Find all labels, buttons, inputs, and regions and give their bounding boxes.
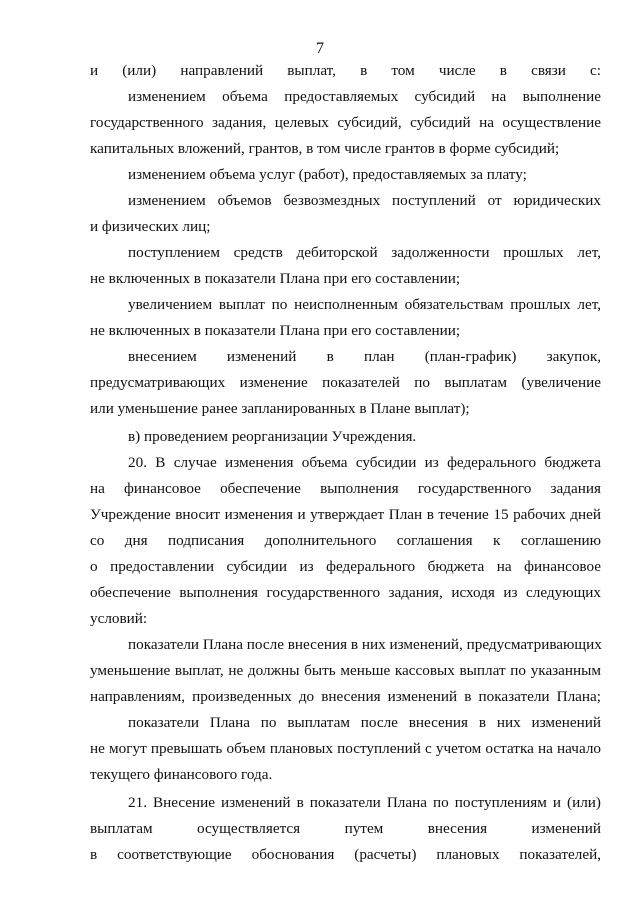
text-line-12: внесением изменений в план (план-график) закупок, [128,348,601,365]
text-line-2: изменением объема предоставляемых субсидий на выполнение [128,88,601,105]
text-line-25: направлениям, произведенных до внесения изменений в показатели Плана; [90,688,601,705]
text-line-15: в) проведением реорганизации Учреждения. [128,428,417,445]
text-line-6: изменением объемов безвозмездных поступлений от юридических [128,192,601,209]
text-line-23: показатели Плана после внесения в них изменений, предусматривающих [128,636,602,653]
text-line-28: текущего финансового года. [90,766,273,783]
text-line-21: обеспечение выполнения государственного задания, исходя из следующих [90,584,601,601]
text-line-20: о предоставлении субсидии из федерального бюджета на финансовое [90,558,601,575]
page-number: 7 [316,40,324,57]
text-line-18: Учреждение вносит изменения и утверждает План в течение 15 рабочих дней [90,506,601,523]
text-line-24: уменьшение выплат, не должны быть меньше кассовых выплат по указанным [90,662,601,679]
text-line-17: на финансовое обеспечение выполнения государственного задания [90,480,601,497]
text-line-9: не включенных в показатели Плана при его составлении; [90,270,461,287]
text-line-16: 20. В случае изменения объема субсидии из федерального бюджета [128,454,601,471]
text-line-13: предусматривающих изменение показателей по выплатам (увеличение [90,374,601,391]
text-line-10: увеличением выплат по неисполненным обязательствам прошлых лет, [128,296,601,313]
text-line-14: или уменьшение ранее запланированных в Плане выплат); [90,400,470,417]
text-line-5: изменением объема услуг (работ), предоставляемых за плату; [128,166,527,183]
text-line-29: 21. Внесение изменений в показатели Плана по поступлениям и (или) [128,794,601,811]
text-line-8: поступлением средств дебиторской задолженности прошлых лет, [128,244,601,261]
text-line-7: и физических лиц; [90,218,211,235]
text-line-26: показатели Плана по выплатам после внесения в них изменений [128,714,601,731]
text-line-30: выплатам осуществляется путем внесения изменений [90,820,601,837]
text-line-19: со дня подписания дополнительного соглашения к соглашению [90,532,601,549]
text-line-4: капитальных вложений, грантов, в том числе грантов в форме субсидий; [90,140,560,157]
text-line-1: и (или) направлений выплат, в том числе в связи с: [90,62,601,79]
text-line-11: не включенных в показатели Плана при его составлении; [90,322,461,339]
text-line-3: государственного задания, целевых субсидий, субсидий на осуществление [90,114,601,131]
text-line-31: в соответствующие обоснования (расчеты) плановых показателей, [90,846,601,863]
text-line-22: условий: [90,610,148,627]
text-line-27: не могут превышать объем плановых поступлений с учетом остатка на начало [90,740,601,757]
